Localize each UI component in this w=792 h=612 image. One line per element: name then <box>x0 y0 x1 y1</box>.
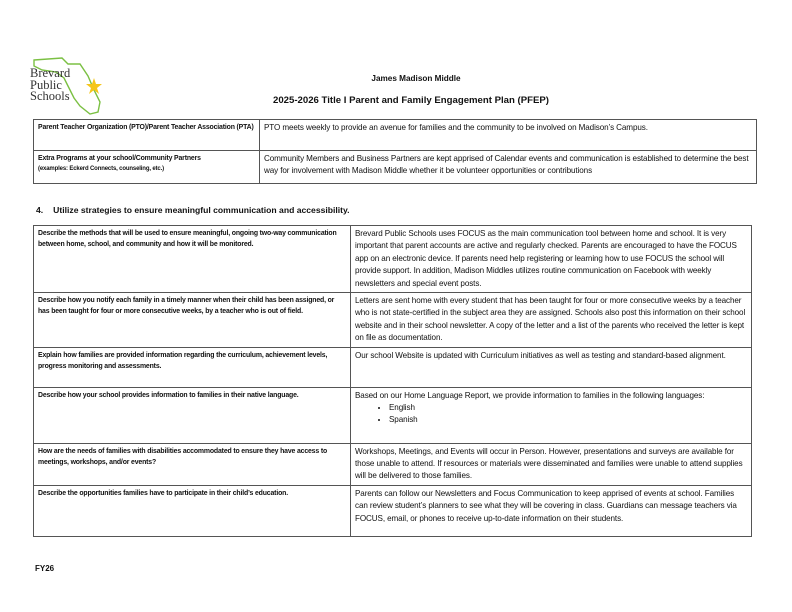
section-number: 4. <box>36 205 44 215</box>
question-note: (examples: Eckerd Connects, counseling, etc.) <box>38 166 164 172</box>
school-name: James Madison Middle <box>371 74 461 83</box>
table-row <box>34 226 752 293</box>
answer-cell: Community Members and Business Partners are kept apprised of Calendar events and communication is established to determine the best way for involvement with Madison Middle whether it be volunteer opportunities or contributions <box>260 151 757 184</box>
answer-cell: Parents can follow our Newsletters and Focus Communication to keep apprised of events at school. Families can review student’s planners to see what they will be covering in class. Guardians can message teachers via FOCUS, email, or phones to receive up-to-date information on their students. <box>351 485 752 536</box>
question-cell: Describe the opportunities families have to participate in their child’s education. <box>34 485 351 536</box>
question-cell: Describe how your school provides information to families in their native language. <box>34 387 351 443</box>
answer-cell: Letters are sent home with every student that has been taught for four or more consecutive weeks by a teacher who is not state-certified in the subject area they are assigned. Schools also post this information on their school website and in their school newsletter. A copy of the letter and a list of the parents who received the letter is kept on file as documentation. <box>351 293 752 348</box>
language-item: • Spanish <box>389 414 747 426</box>
section-heading <box>36 205 360 215</box>
brevard-public-schools-logo <box>28 56 110 116</box>
question-cell: How are the needs of families with disabilities accommodated to ensure they have access to meetings, workshops, and/or events? <box>34 443 351 485</box>
question-cell <box>34 151 260 184</box>
answer-cell: Workshops, Meetings, and Events will occur in Person. However, presentations and surveys are available for those unable to attend. If resources or materials were disseminated and families were unable to attend supplies will be delivered to those families. <box>351 443 752 485</box>
table-row <box>34 387 752 443</box>
fiscal-year-footer: FY26 <box>35 564 55 573</box>
language-item: • English <box>389 402 747 414</box>
answer-cell: PTO meets weekly to provide an avenue for families and the community to be involved on Madison’s Campus. <box>260 120 757 151</box>
logo-text-line: Schools <box>30 89 70 103</box>
logo-text-line: Brevard <box>30 66 71 80</box>
question-cell: Describe the methods that will be used to ensure meaningful, ongoing two-way communication between home, school, and community and how it will be monitored. <box>34 226 351 293</box>
table-row <box>34 151 757 184</box>
plan-title: 2025-2026 Title I Parent and Family Engagement Plan (PFEP) <box>272 95 549 106</box>
answer-cell <box>351 387 752 443</box>
logo-text-line: Public <box>30 77 62 92</box>
section-title: Utilize strategies to ensure meaningful communication and accessibility. <box>53 205 350 215</box>
table-row <box>34 293 752 348</box>
table-row <box>34 443 752 485</box>
answer-cell: Our school Website is updated with Curriculum initiatives as well as testing and standard-based alignment. <box>351 347 752 387</box>
table-row <box>34 485 752 536</box>
organizations-table <box>33 119 757 184</box>
answer-text: Based on our Home Language Report, we provide information to families in the following languages: <box>355 390 705 400</box>
language-list <box>355 402 747 427</box>
question-cell: Describe how you notify each family in a timely manner when their child has been assigned, or has been taught for four or more consecutive weeks, by a teacher who is out of field. <box>34 293 351 348</box>
table-row <box>34 120 757 151</box>
answer-cell: Brevard Public Schools uses FOCUS as the main communication tool between home and school. It is very important that parent accounts are active and regularly checked. Parents are encouraged to have the FOCUS app on an electronic device. If parents need help registering or learning how to use FOCUS the school will provide support. In addition, Madison Middles utilizes routine communication on Facebook with weekly newsletters and special event posts. <box>351 226 752 293</box>
question-cell: Explain how families are provided information regarding the curriculum, achievement levels, progress monitoring and assessments. <box>34 347 351 387</box>
question-text: Extra Programs at your school/Community Partners <box>38 155 201 162</box>
question-cell: Parent Teacher Organization (PTO)/Parent Teacher Association (PTA) <box>34 120 260 151</box>
table-row <box>34 347 752 387</box>
communication-table <box>33 225 752 537</box>
